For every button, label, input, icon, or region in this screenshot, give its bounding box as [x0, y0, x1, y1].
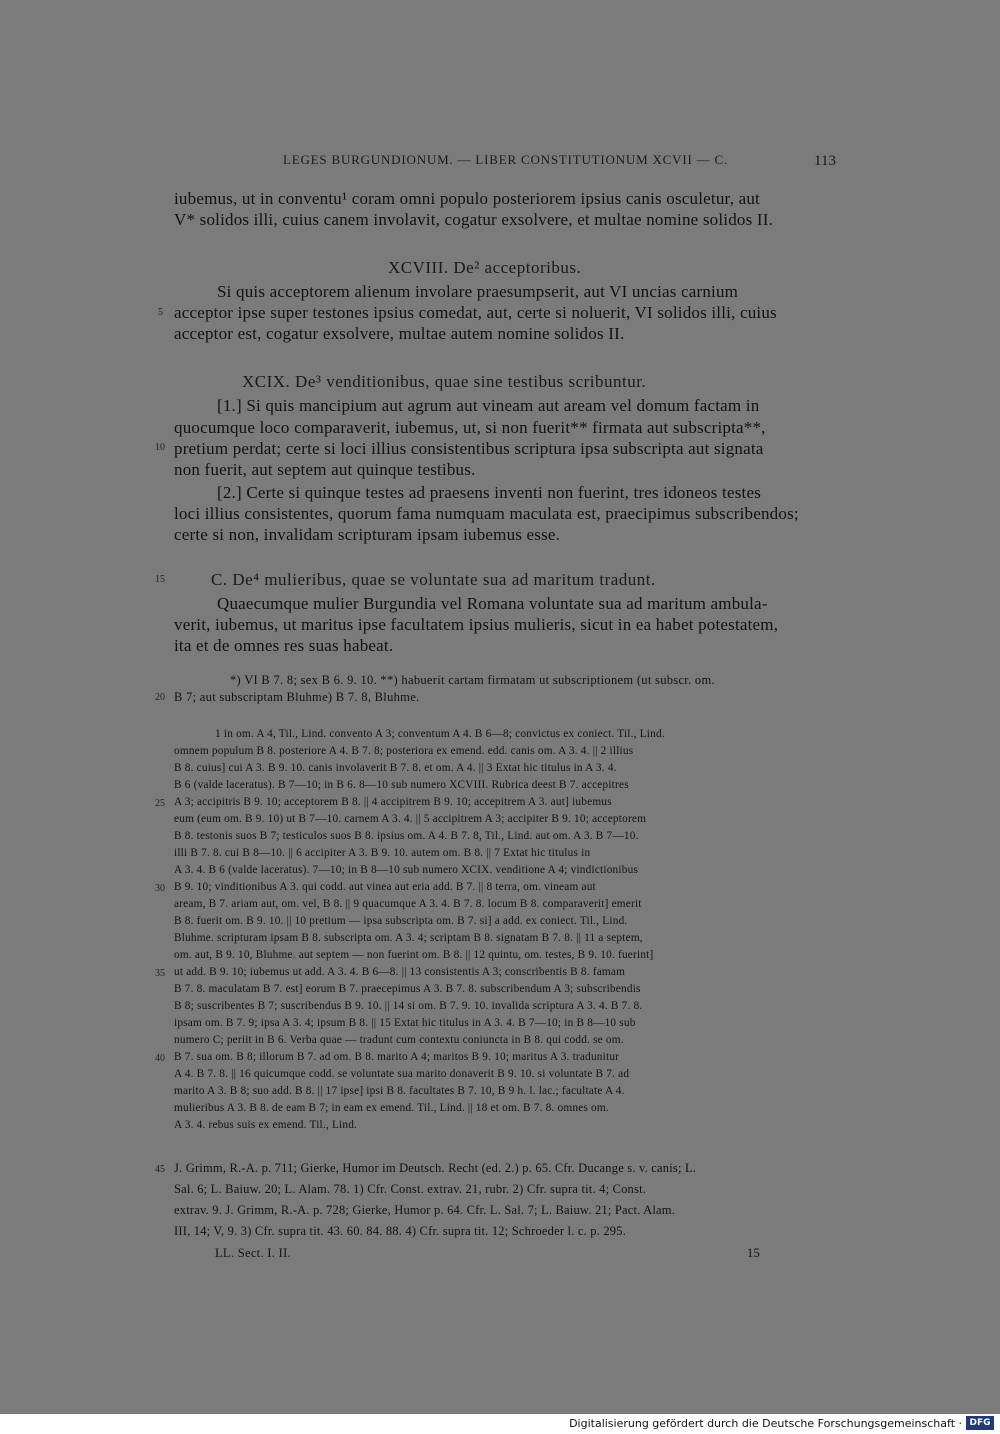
apparatus-line: ipsam om. B 7. 9; ipsa A 3. 4; ipsum B 8. || 15 Extat hic titulus in A 3. 4. B 7—10; in B 8—10 sub	[174, 1017, 636, 1029]
signature-mark: LL. Sect. I. II.	[215, 1246, 291, 1260]
body-line: Quaecumque mulier Burgundia vel Romana voluntate sua ad maritum ambula-	[217, 594, 768, 613]
margin-line-number: 45	[155, 1164, 165, 1175]
body-line: verit, iubemus, ut maritus ipse facultatem ipsius mulieris, sicut in ea habet potestatem,	[174, 615, 779, 634]
apparatus-line: B 8; suscribentes B 7; suscribendus B 9. 10. || 14 si om. B 7. 9. 10. invalida scriptura A 3. 4. B 7. 8.	[174, 1000, 643, 1012]
reference-line: extrav. 9. J. Grimm, R.-A. p. 728; Gierke, Humor p. 64. Cfr. L. Sal. 7; L. Baiuw. 21; Pact. Alam.	[174, 1203, 676, 1217]
body-line: quocumque loco comparaverit, iubemus, ut, si non fuerit** firmata aut subscripta**,	[174, 418, 766, 437]
apparatus-line: omnem populum B 8. posteriore A 4. B 7. 8; posteriora ex emend. edd. canis om. A 3. 4. || 2 illius	[174, 745, 634, 757]
apparatus-line: B 9. 10; vinditionibus A 3. qui codd. aut vinea aut eria add. B 7. || 8 terra, om. vineam aut	[174, 881, 596, 893]
reference-line: Sal. 6; L. Baiuw. 20; L. Alam. 78. 1) Cfr. Const. extrav. 21, rubr. 2) Cfr. supra tit. 4; Const.	[174, 1182, 647, 1196]
apparatus-line: om. aut, B 9. 10, Bluhme. aut septem — non fuerint om. B 8. || 12 quintu, om. testes, B 9. 10. fuerint]	[174, 949, 654, 961]
apparatus-line: marito A 3. B 8; suo add. B 8. || 17 ipse] ipsi B 8. facultates B 7. 10, B 9 h. l. lac.; facultate A 4.	[174, 1085, 625, 1097]
body-line: [2.] Certe si quinque testes ad praesens inventi non fuerint, tres idoneos testes	[217, 483, 762, 502]
body-line: ita et de omnes res suas habeat.	[174, 636, 394, 655]
apparatus-line: A 4. B 7. 8. || 16 quicumque codd. se voluntate sua marito donaverit B 9. 10. si voluntate B 7. ad	[174, 1068, 630, 1080]
signature-number: 15	[747, 1246, 761, 1260]
running-head: LEGES BURGUNDIONUM. — LIBER CONSTITUTIONUM XCVII — C.	[283, 152, 729, 167]
margin-line-number: 15	[155, 574, 165, 585]
section-title-xcix: XCIX. De³ venditionibus, quae sine testibus scribuntur.	[242, 372, 647, 391]
body-line: [1.] Si quis mancipium aut agrum aut vineam aut aream vel domum factam in	[217, 396, 760, 415]
apparatus-line: B 8. cuius] cui A 3. B 9. 10. canis involaverit B 7. 8. et om. A 4. || 3 Extat hic titulus in A 3. 4.	[174, 762, 617, 774]
margin-line-number: 10	[155, 442, 165, 453]
apparatus-line: B 8. fuerit om. B 9. 10. || 10 pretium — ipsa subscripta om. B 7. si] a add. ex coniect. Til., Lind.	[174, 915, 628, 927]
apparatus-line: B 7. 8. maculatam B 7. est] eorum B 7. praecepimus A 3. B 7. 8. subscribendum A 3; subscribendis	[174, 983, 641, 995]
margin-line-number: 25	[155, 798, 165, 809]
body-line: V* solidos illi, cuius canem involavit, cogatur exsolvere, et multae nomine solidos II.	[174, 210, 774, 229]
apparatus-line: eum (eum om. B 9. 10) ut B 7—10. carnem A 3. 4. || 5 accipitrem A 3; accipiter B 9. 10; acceptorem	[174, 813, 647, 825]
apparatus-line: Bluhme. scripturam ipsam B 8. subscripta om. A 3. 4; scriptam B 8. signatam B 7. 8. || 11 a septem,	[174, 932, 643, 944]
apparatus-line: aream, B 7. ariam aut, om. vel, B 8. || 9 quacumque A 3. 4. B 7. 8. locum B 8. comparaverit] emerit	[174, 898, 642, 910]
apparatus-line: A 3. 4. B 6 (valde laceratus). 7—10; in B 8—10 sub numero XCIX. venditione A 4; vindictionibus	[174, 864, 639, 876]
margin-line-number: 35	[155, 968, 165, 979]
footnote-line: *) VI B 7. 8; sex B 6. 9. 10. **) habuerit cartam firmatam ut subscriptionem (ut subscr. om.	[230, 673, 715, 687]
apparatus-line: ut add. B 9. 10; iubemus ut add. A 3. 4. B 6—8. || 13 consistentis A 3; conscribentis B 8. famam	[174, 966, 626, 978]
body-line: certe si non, invalidam scripturam ipsam iubemus esse.	[174, 525, 561, 544]
dfg-logo: DFG	[966, 1416, 994, 1430]
apparatus-line: 1 in om. A 4, Til., Lind. convento A 3; conventum A 4. B 6—8; convictus ex coniect. Til., Lind.	[215, 728, 665, 740]
body-line: Si quis acceptorem alienum involare praesumpserit, aut VI uncias carnium	[217, 282, 739, 301]
body-line: loci illius consistentes, quorum fama numquam maculata est, praecipimus subscribendos;	[174, 504, 799, 523]
body-line: acceptor est, cogatur exsolvere, multae autem nomine solidos II.	[174, 324, 625, 343]
body-line: acceptor ipse super testones ipsius comedat, aut, certe si noluerit, VI solidos illi, cuius	[174, 303, 777, 322]
body-line: non fuerit, aut septem aut quinque testibus.	[174, 460, 476, 479]
footnote-line: B 7; aut subscriptam Bluhme) B 7. 8, Bluhme.	[174, 690, 420, 704]
apparatus-line: A 3; accipitris B 9. 10; acceptorem B 8. || 4 accipitrem B 9. 10; accepitrem A 3. aut] iubemus	[174, 796, 612, 808]
page-number: 113	[814, 153, 836, 169]
apparatus-line: illi B 7. 8. cui B 8—10. || 6 accipiter A 3. B 9. 10. autem om. B 8. || 7 Extat hic titulus in	[174, 847, 591, 859]
section-title-c: C. De⁴ mulieribus, quae se voluntate sua ad maritum tradunt.	[211, 570, 656, 589]
section-title-xcviii: XCVIII. De² acceptoribus.	[388, 258, 582, 277]
apparatus-line: mulieribus A 3. B 8. de eam B 7; in eam ex emend. Til., Lind. || 18 et om. B 7. 8. omnes om.	[174, 1102, 609, 1114]
funding-notice: Digitalisierung gefördert durch die Deutsche Forschungsgemeinschaft ·	[569, 1417, 962, 1430]
body-line: iubemus, ut in conventu¹ coram omni populo posteriorem ipsius canis osculetur, aut	[174, 189, 760, 208]
margin-line-number: 40	[155, 1053, 165, 1064]
margin-line-number: 20	[155, 692, 165, 703]
reference-line: J. Grimm, R.-A. p. 711; Gierke, Humor im Deutsch. Recht (ed. 2.) p. 65. Cfr. Ducange s. v. canis; L.	[174, 1161, 697, 1175]
apparatus-line: B 7. sua om. B 8; illorum B 7. ad om. B 8. marito A 4; maritos B 9. 10; maritus A 3. tradunitur	[174, 1051, 620, 1063]
apparatus-line: B 6 (valde laceratus). B 7—10; in B 6. 8—10 sub numero XCVIII. Rubrica deest B 7. accepitres	[174, 779, 629, 791]
apparatus-line: A 3. 4. rebus suis ex emend. Til., Lind.	[174, 1119, 358, 1131]
apparatus-line: numero C; periit in B 6. Verba quae — tradunt cum contextu coniuncta in B 8. qui codd. se om.	[174, 1034, 624, 1046]
margin-line-number: 30	[155, 883, 165, 894]
reference-line: III, 14; V, 9. 3) Cfr. supra tit. 43. 60. 84. 88. 4) Cfr. supra tit. 12; Schroeder l. c. p. 295.	[174, 1224, 627, 1238]
body-line: pretium perdat; certe si loci illius consistentibus scriptura ipsa subscripta aut signata	[174, 439, 764, 458]
apparatus-line: B 8. testonis suos B 7; testiculos suos B 8. ipsius om. A 4. B 7. 8, Til., Lind. aut om. A 3. B 7—10.	[174, 830, 639, 842]
margin-line-number: 5	[158, 307, 163, 318]
